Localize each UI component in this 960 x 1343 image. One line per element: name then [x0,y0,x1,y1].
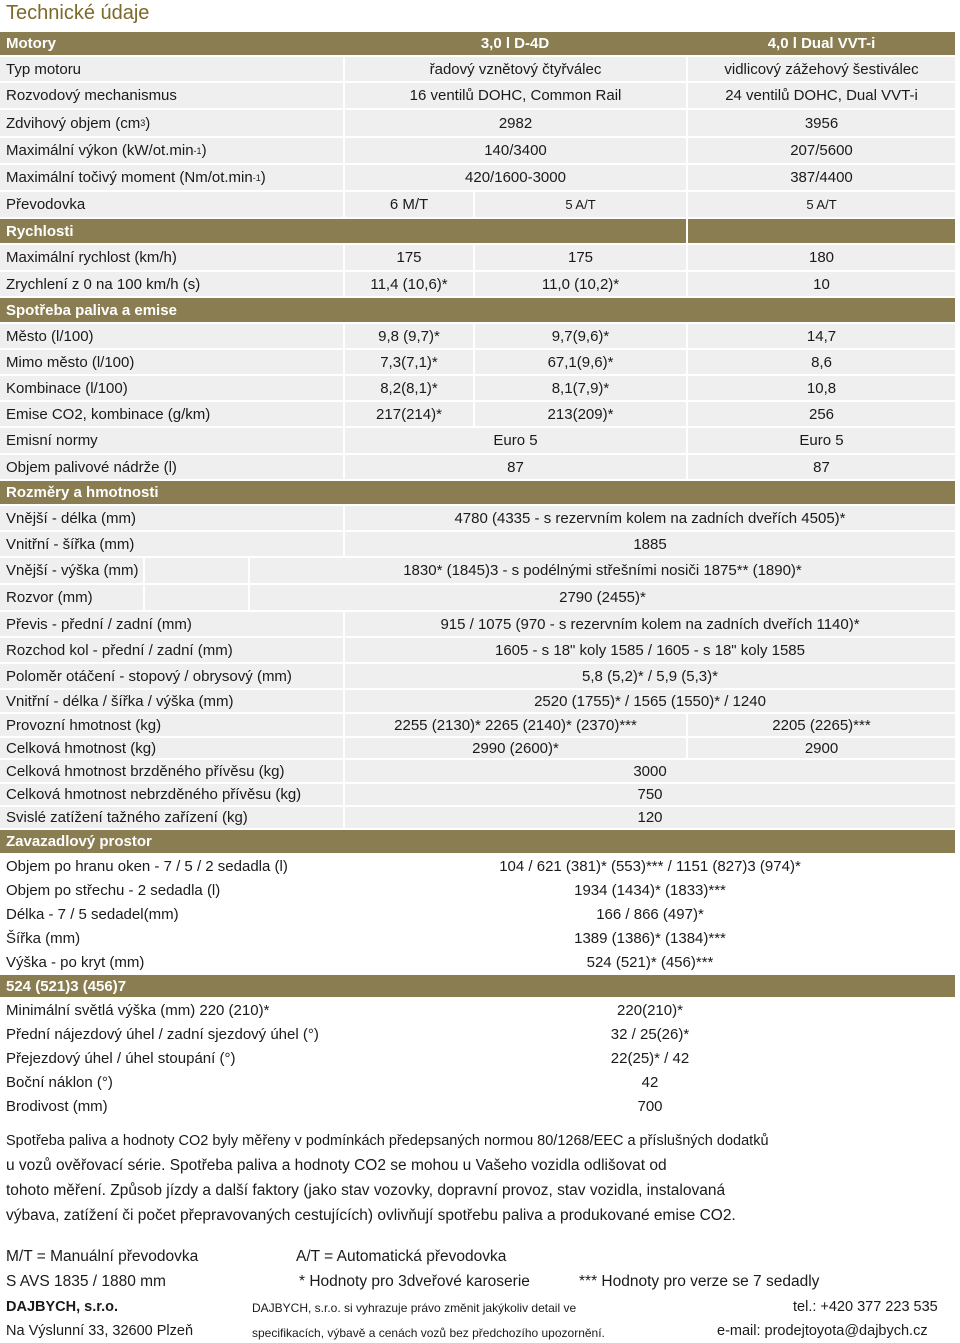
value: 524 (521)* (456)*** [345,951,955,973]
value-1: 217(214)* [345,402,473,426]
table-row [0,638,955,664]
value-1: 7,3(7,1)* [345,350,473,374]
table-row [0,1095,955,1119]
section-header-fill [688,219,955,243]
footnote-line-1: Spotřeba paliva a hodnoty CO2 byly měřeny v podmínkách předepsaných normou 80/1268/EEC a příslušných dodatků [6,1133,769,1149]
spec-table [0,32,955,1119]
engine-2-value: 207/5600 [688,138,955,163]
table-row [0,245,955,272]
value: 32 / 25(26)* [345,1023,955,1045]
row-label: Převis - přední / zadní (mm) [0,612,343,636]
value-2: 67,1(9,6)* [475,350,686,374]
section-header-offroad [0,975,955,999]
footnote-line-4: výbava, zatížení či počet přepravovaných cestujících) ovlivňují spotřebu paliva a produkované emise CO2. [6,1207,736,1224]
row-label: Mimo město (l/100) [0,350,343,374]
table-row [0,612,955,638]
value: 22(25)* / 42 [345,1047,955,1069]
legend-at: A/T = Automatická převodovka [296,1248,507,1265]
footnote-line-2: u vozů ověřovací série. Spotřeba paliva a hodnoty CO2 se mohou u Vašeho vozidla odlišovat od [6,1157,667,1174]
row-label: Město (l/100) [0,324,343,348]
table-row [0,664,955,690]
table-row [0,807,955,830]
value-1: 9,8 (9,7)* [345,324,473,348]
gearbox-row [0,192,955,219]
row-label: Emisní normy [0,428,343,453]
table-row [0,738,955,760]
section-title: Rychlosti [0,219,686,243]
value: 42 [345,1071,955,1093]
value-2: 175 [475,245,686,270]
row-label: Zrychlení z 0 na 100 km/h (s) [0,272,343,296]
row-label: Rozvodový mechanismus [0,83,343,108]
row-label: Poloměr otáčení - stopový / obrysový (mm) [0,664,343,688]
row-label: Emise CO2, kombinace (g/km) [0,402,343,426]
legend-three-door: * Hodnoty pro 3dveřové karoserie [299,1273,530,1290]
value-3: 10,8 [688,376,955,400]
table-row [0,165,955,192]
row-label: Celková hmotnost nebrzděného přívěsu (kg) [0,784,343,805]
engine-2-value: 2900 [688,738,955,758]
engine-1-value: 2255 (2130)* 2265 (2140)* (2370)*** [345,714,686,736]
value-3: 256 [688,402,955,426]
engine-2-value: 87 [688,455,955,479]
row-label: Vnitřní - délka / šířka / výška (mm) [0,690,343,712]
row-label: Boční náklon (°) [0,1071,343,1093]
engine-1-value: 420/1600-3000 [345,165,686,190]
table-row [0,999,955,1023]
engine-1-value: řadový vznětový čtyřválec [345,57,686,81]
row-label: Maximální rychlost (km/h) [0,245,343,270]
value-1: 175 [345,245,473,270]
row-label: Kombinace (l/100) [0,376,343,400]
legend-seven-seat: *** Hodnoty pro verze se 7 sedadly [579,1273,820,1290]
value: 5,8 (5,2)* / 5,9 (5,3)* [345,664,955,688]
engine-2-value: Euro 5 [688,428,955,453]
value-2: 213(209)* [475,402,686,426]
section-header-speed [0,219,955,245]
table-row [0,455,955,481]
section-title: Spotřeba paliva a emise [0,298,955,322]
engine-2-value: 24 ventilů DOHC, Dual VVT-i [688,83,955,108]
table-row [0,855,955,879]
table-row [0,951,955,975]
gearbox-value-2: 5 A/T [475,192,686,217]
table-row [0,903,955,927]
row-label: Výška - po kryt (mm) [0,951,343,973]
row-label: Zdvihový objem (cm 3 ) [0,110,343,136]
table-row [0,1047,955,1071]
engine-2-value: vidlicový zážehový šestiválec [688,57,955,81]
value: 4780 (4335 - s rezervním kolem na zadních dveřích 4505)* [345,506,955,530]
value: 700 [345,1095,955,1117]
row-label: Převodovka [0,192,343,217]
row-label: Svislé zatížení tažného zařízení (kg) [0,807,343,828]
value: 104 / 621 (381)* (553)*** / 1151 (827)3 (974)* [345,855,955,877]
page-title: Technické údaje [6,2,150,24]
value: 1885 [345,532,955,556]
section-title: Zavazadlový prostor [0,830,955,853]
company-name: DAJBYCH, s.r.o. [6,1299,118,1315]
table-row [0,690,955,714]
value: 1830* (1845)3 - s podélnými střešními nosiči 1875** (1890)* [250,558,955,583]
section-header-dimensions [0,481,955,506]
email[interactable]: e-mail: prodejtoyota@dajbych.cz [717,1323,928,1339]
row-label: Rozchod kol - přední / zadní (mm) [0,638,343,662]
value-2: 11,0 (10,2)* [475,272,686,296]
value: 1389 (1386)* (1384)*** [345,927,955,949]
engine-2-header: 4,0 l Dual VVT-i [767,35,876,52]
section-title: Rozměry a hmotnosti [0,481,955,504]
table-row [0,324,955,350]
row-label: Rozvor (mm) [0,585,143,610]
gearbox-value-1: 6 M/T [345,192,473,217]
value-2: 8,1(7,9)* [475,376,686,400]
value: 166 / 866 (497)* [345,903,955,925]
row-label: Přejezdový úhel / úhel stoupání (°) [0,1047,343,1069]
section-header-cargo [0,830,955,855]
table-row [0,138,955,165]
table-row [0,83,955,110]
row-label: Minimální světlá výška (mm) 220 (210)* [0,999,343,1021]
table-row [0,879,955,903]
value: 1605 - s 18" koly 1585 / 1605 - s 18" koly 1585 [345,638,955,662]
row-label: Maximální točivý moment (Nm/ot.min -1 ) [0,165,343,190]
row-label: Maximální výkon (kW/ot.min -1 ) [0,138,343,163]
row-label: Vnější - výška (mm) [0,558,143,583]
row-label: Celková hmotnost (kg) [0,738,343,758]
table-row [0,57,955,83]
table-row [0,784,955,807]
value: 915 / 1075 (970 - s rezervním kolem na zadních dveřích 1140)* [345,612,955,636]
disclaimer-line-2: specifikacích, výbavě a cenách vozů bez předchozího upozornění. [252,1326,605,1340]
engine-1-value: Euro 5 [345,428,686,453]
row-label: Celková hmotnost brzděného přívěsu (kg) [0,760,343,782]
table-row [0,376,955,402]
engine-2-value: 2205 (2265)*** [688,714,955,736]
phone: tel.: +420 377 223 535 [793,1299,938,1315]
section-header-fuel [0,298,955,324]
row-label: Vnější - délka (mm) [0,506,343,530]
value: 2790 (2455)* [250,585,955,610]
row-label: Objem po hranu oken - 7 / 5 / 2 sedadla (l) [0,855,343,877]
value: 1934 (1434)* (1833)*** [345,879,955,901]
engines-header-label: Motory [0,32,955,55]
row-label: Objem po střechu - 2 sedadla (l) [0,879,343,901]
value: 750 [345,784,955,805]
table-row [0,350,955,376]
table-row [0,714,955,738]
engine-1-header: 3,0 l D-4D [480,35,550,52]
table-row [0,558,955,585]
value-3: 8,6 [688,350,955,374]
value: 220(210)* [345,999,955,1021]
table-row [0,1023,955,1047]
value: 3000 [345,760,955,782]
table-row [0,532,955,558]
table-row [0,760,955,784]
table-row [0,506,955,532]
table-row [0,272,955,298]
engine-2-value: 387/4400 [688,165,955,190]
spacer-cell [145,558,248,583]
row-label: Typ motoru [0,57,343,81]
row-label: Objem palivové nádrže (l) [0,455,343,479]
legend-mt: M/T = Manuální převodovka [6,1248,199,1265]
engines-header-row [0,32,955,57]
table-row [0,1071,955,1095]
table-row [0,402,955,428]
row-label: Přední nájezdový úhel / zadní sjezdový úhel (°) [0,1023,343,1045]
table-row [0,110,955,138]
table-row [0,927,955,951]
disclaimer-line-1: DAJBYCH, s.r.o. si vyhrazuje právo změnit jakýkoliv detail ve [252,1301,577,1315]
value-1: 8,2(8,1)* [345,376,473,400]
engine-1-value: 2982 [345,110,686,136]
spacer-cell [145,585,248,610]
gearbox-value-3: 5 A/T [688,192,955,217]
value: 120 [345,807,955,828]
engine-1-value: 140/3400 [345,138,686,163]
engine-1-value: 16 ventilů DOHC, Common Rail [345,83,686,108]
section-title: 524 (521)3 (456)7 [0,975,955,997]
row-label: Brodivost (mm) [0,1095,343,1117]
engine-1-value: 87 [345,455,686,479]
value-1: 11,4 (10,6)* [345,272,473,296]
row-label: Šířka (mm) [0,927,343,949]
table-row [0,428,955,455]
row-label: Provozní hmotnost (kg) [0,714,343,736]
row-label: Vnitřní - šířka (mm) [0,532,343,556]
row-label: Délka - 7 / 5 sedadel(mm) [0,903,343,925]
value-3: 180 [688,245,955,270]
value-2: 9,7(9,6)* [475,324,686,348]
value-3: 10 [688,272,955,296]
engine-1-value: 2990 (2600)* [345,738,686,758]
value: 2520 (1755)* / 1565 (1550)* / 1240 [345,690,955,712]
value-3: 14,7 [688,324,955,348]
address: Na Výslunní 33, 32600 Plzeň [6,1323,194,1339]
engine-2-value: 3956 [688,110,955,136]
legend-avs: S AVS 1835 / 1880 mm [6,1273,166,1290]
footnote-line-3: tohoto měření. Způsob jízdy a další faktory (jako stav vozovky, dopravní provoz, stav vozidla, instalovaná [6,1182,726,1199]
table-row [0,585,955,612]
